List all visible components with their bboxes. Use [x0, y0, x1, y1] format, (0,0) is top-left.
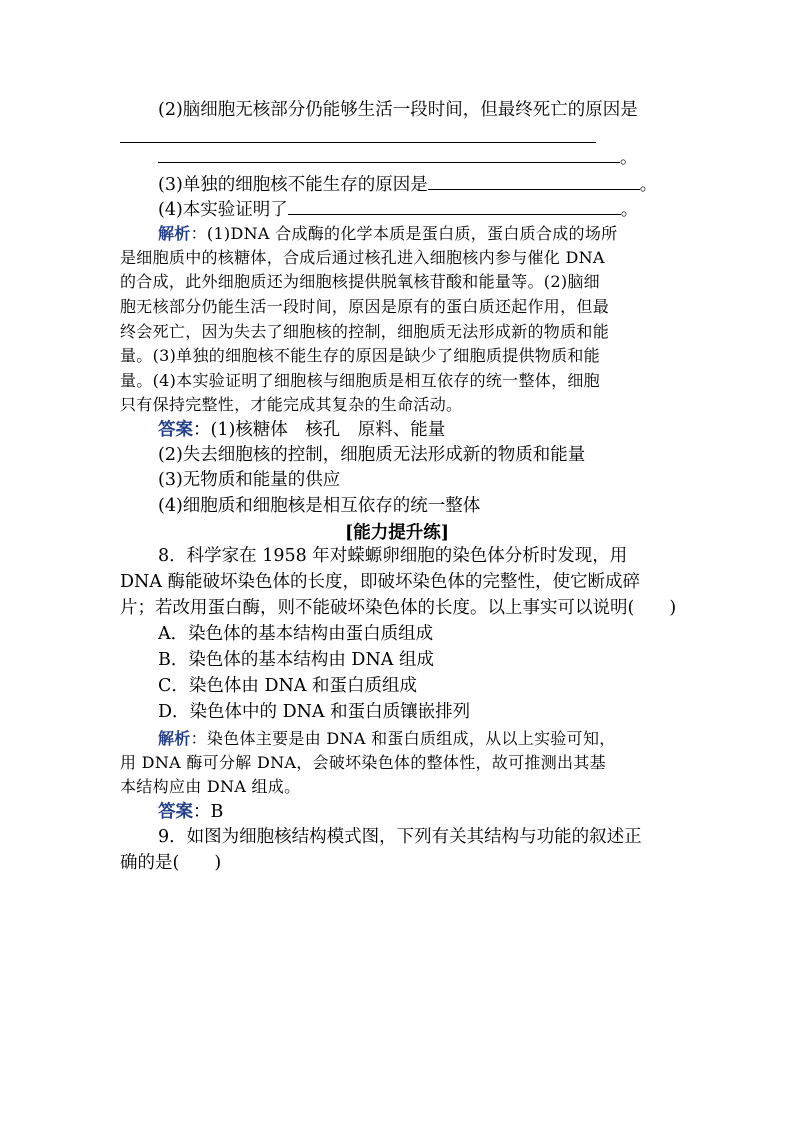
q7-analysis-line: 终会死亡，因为失去了细胞核的控制，细胞质无法形成新的物质和能 — [120, 322, 610, 341]
analysis-label: 解析 — [158, 729, 191, 748]
answer-blank — [428, 171, 640, 190]
q7-analysis-line: 量。(3)单独的细胞核不能生存的原因是缺少了细胞质提供物质和能 — [120, 346, 600, 365]
q8-option-c: C．染色体由 DNA 和蛋白质组成 — [158, 676, 417, 696]
q7-analysis-line: 胞无核部分仍能生活一段时间，原因是原有的蛋白质还起作用，但最 — [120, 297, 610, 316]
q7-analysis-line: 的合成，此外细胞质还为细胞核提供脱氧核苷酸和能量等。(2)脑细 — [120, 272, 600, 291]
answer-blank — [288, 196, 621, 215]
q7-part2-stem: (2)脑细胞无核部分仍能够生活一段时间，但最终死亡的原因是 — [158, 100, 638, 120]
q7-analysis-line — [158, 222, 617, 246]
q8-analysis-line — [158, 727, 616, 751]
q9-stem-line: 确的是( ) — [120, 853, 222, 873]
q7-part3 — [158, 171, 657, 197]
q7-part3-stem: (3)单独的细胞核不能生存的原因是 — [158, 175, 428, 195]
q7-part2-period: 。 — [620, 148, 638, 168]
answer-label: 答案 — [158, 420, 193, 440]
q7-answer-line: (3)无物质和能量的供应 — [158, 470, 341, 490]
q7-part4-period: 。 — [620, 200, 639, 220]
q7-answer-line — [158, 418, 445, 442]
q8-analysis-line: 本结构应由 DNA 组成。 — [120, 777, 301, 796]
q7-answer-line: (2)失去细胞核的控制，细胞质无法形成新的物质和能量 — [158, 445, 586, 465]
answer-text: ：(1)核糖体 核孔 原料、能量 — [193, 420, 446, 440]
section-title: [能力提升练] — [344, 523, 450, 543]
q8-stem-line: 8．科学家在 1958 年对蝾螈卵细胞的染色体分析时发现，用 — [158, 546, 628, 566]
q7-analysis-line: 是细胞质中的核糖体，合成后通过核孔进入细胞核内参与催化 DNA — [120, 248, 605, 267]
q8-option-b: B．染色体的基本结构由 DNA 组成 — [158, 650, 434, 670]
q7-part4 — [158, 196, 638, 222]
answer-blank — [158, 144, 620, 163]
q7-analysis-line: 只有保持完整性，才能完成其复杂的生命活动。 — [120, 395, 463, 414]
q7-part4-stem: (4)本实验证明了 — [158, 200, 288, 220]
answer-text: ：B — [193, 802, 224, 822]
q8-analysis-line: 用 DNA 酶可分解 DNA，会破坏染色体的整体性，故可推测出其基 — [120, 753, 606, 772]
answer-blank — [120, 124, 596, 143]
analysis-text: ：(1)DNA 合成酶的化学本质是蛋白质，蛋白质合成的场所 — [190, 224, 618, 243]
q8-option-d: D．染色体中的 DNA 和蛋白质镶嵌排列 — [158, 702, 471, 722]
q9-stem-line: 9．如图为细胞核结构模式图，下列有关其结构与功能的叙述正 — [158, 827, 642, 847]
analysis-label: 解析 — [158, 224, 191, 243]
analysis-text: ：染色体主要是由 DNA 和蛋白质组成，从以上实验可知， — [190, 729, 616, 748]
q8-option-a: A．染色体的基本结构由蛋白质组成 — [158, 624, 434, 644]
q7-answer-line: (4)细胞质和细胞核是相互依存的统一整体 — [158, 496, 481, 516]
q7-part2-blank-line2 — [158, 144, 638, 170]
q7-part3-period: 。 — [639, 175, 658, 195]
q8-answer-line — [158, 800, 223, 824]
q7-analysis-line: 量。(4)本实验证明了细胞核与细胞质是相互依存的统一整体，细胞 — [120, 371, 600, 390]
q8-stem-line: 片；若改用蛋白酶，则不能破坏染色体的长度。以上事实可以说明( ) — [120, 598, 677, 618]
answer-label: 答案 — [158, 802, 193, 822]
q8-stem-line: DNA 酶能破坏染色体的长度，即破坏染色体的完整性，使它断成碎 — [120, 572, 641, 592]
